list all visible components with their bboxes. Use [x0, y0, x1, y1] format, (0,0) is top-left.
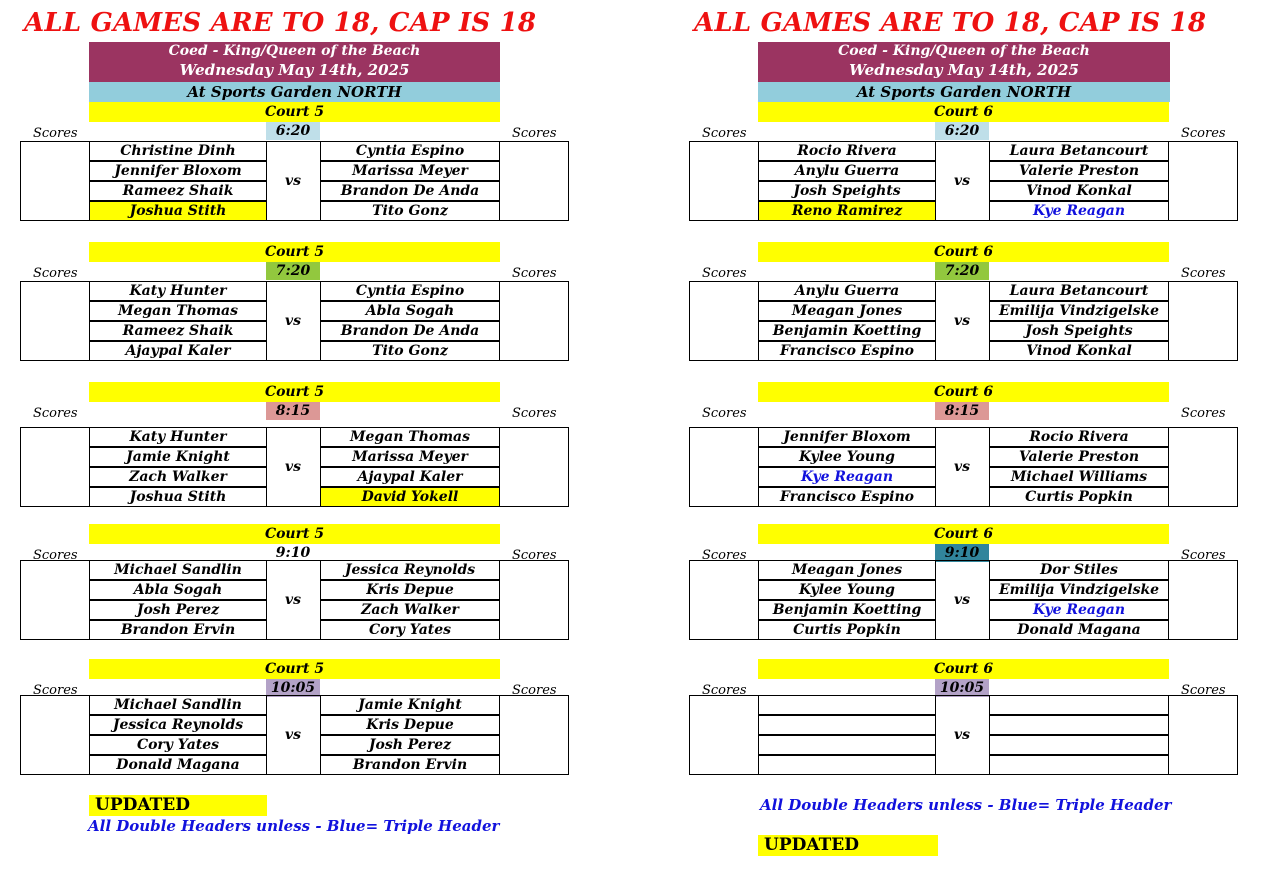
player-right: Laura Betancourt	[989, 281, 1169, 301]
scores-label-left: Scores	[33, 126, 78, 141]
player-right: Donald Magana	[989, 620, 1169, 640]
scores-label-right: Scores	[1181, 548, 1226, 563]
court-label: Court 5	[89, 524, 500, 544]
court-label: Court 6	[758, 659, 1169, 679]
player-left: Jennifer Bloxom	[89, 161, 267, 181]
court-label: Court 5	[89, 659, 500, 679]
player-right: Brandon De Anda	[320, 181, 500, 201]
score-box-right[interactable]	[499, 560, 569, 640]
vs-label: vs	[953, 727, 971, 743]
game-time: 6:20	[935, 122, 989, 140]
player-left: Josh Speights	[758, 181, 936, 201]
player-right: Cyntia Espino	[320, 281, 500, 301]
player-right: Valerie Preston	[989, 447, 1169, 467]
court-label: Court 6	[758, 242, 1169, 262]
player-right: Emilija Vindzigelske	[989, 301, 1169, 321]
score-box-right[interactable]	[1168, 281, 1238, 361]
vs-label: vs	[953, 459, 971, 475]
scores-label-right: Scores	[512, 548, 557, 563]
scores-label-left: Scores	[702, 266, 747, 281]
location-left: At Sports Garden NORTH	[89, 82, 500, 102]
scores-label-left: Scores	[702, 548, 747, 563]
player-right: Jessica Reynolds	[320, 560, 500, 580]
player-right: Kye Reagan	[989, 201, 1169, 221]
player-right: Vinod Konkal	[989, 341, 1169, 361]
scores-label-left: Scores	[33, 266, 78, 281]
player-left: Joshua Stith	[89, 201, 267, 221]
scores-label-right: Scores	[512, 266, 557, 281]
player-left: Francisco Espino	[758, 341, 936, 361]
game-time: 6:20	[266, 122, 320, 140]
score-box-left[interactable]	[689, 281, 759, 361]
player-left: Kylee Young	[758, 580, 936, 600]
player-left: Anylu Guerra	[758, 161, 936, 181]
player-right: Josh Speights	[989, 321, 1169, 341]
player-right: Kris Depue	[320, 715, 500, 735]
player-left: Megan Thomas	[89, 301, 267, 321]
score-box-right[interactable]	[499, 427, 569, 507]
score-box-left[interactable]	[20, 427, 90, 507]
scores-label-left: Scores	[702, 683, 747, 698]
player-right: Brandon Ervin	[320, 755, 500, 775]
player-right: Tito Gonz	[320, 201, 500, 221]
updated-badge-left: UPDATED	[89, 795, 267, 816]
player-right: Abla Sogah	[320, 301, 500, 321]
vs-label: vs	[284, 173, 302, 189]
triple-header-note-left: All Double Headers unless - Blue= Triple Header	[88, 817, 500, 835]
vs-label: vs	[284, 459, 302, 475]
player-left: Anylu Guerra	[758, 281, 936, 301]
league-name: Coed - King/Queen of the Beach	[168, 43, 421, 59]
player-left: Kylee Young	[758, 447, 936, 467]
player-left: Rameez Shaik	[89, 321, 267, 341]
league-date: Wednesday May 14th, 2025	[849, 61, 1079, 79]
vs-label: vs	[284, 727, 302, 743]
player-left: Christine Dinh	[89, 141, 267, 161]
player-right: Michael Williams	[989, 467, 1169, 487]
player-right: Ajaypal Kaler	[320, 467, 500, 487]
player-left	[758, 715, 936, 735]
player-right: Laura Betancourt	[989, 141, 1169, 161]
player-right: Kye Reagan	[989, 600, 1169, 620]
score-box-left[interactable]	[689, 427, 759, 507]
league-header-left	[89, 42, 500, 82]
player-left: Katy Hunter	[89, 281, 267, 301]
player-right: Marissa Meyer	[320, 161, 500, 181]
player-left: Rameez Shaik	[89, 181, 267, 201]
score-box-left[interactable]	[689, 560, 759, 640]
player-right: Brandon De Anda	[320, 321, 500, 341]
vs-label: vs	[953, 592, 971, 608]
player-left: Reno Ramirez	[758, 201, 936, 221]
player-left: Ajaypal Kaler	[89, 341, 267, 361]
player-left: Michael Sandlin	[89, 560, 267, 580]
player-left: Kye Reagan	[758, 467, 936, 487]
player-right: David Yokell	[320, 487, 500, 507]
score-box-left[interactable]	[689, 141, 759, 221]
score-box-right[interactable]	[1168, 141, 1238, 221]
scores-label-right: Scores	[1181, 126, 1226, 141]
vs-label: vs	[284, 592, 302, 608]
scores-label-left: Scores	[33, 683, 78, 698]
player-left: Josh Perez	[89, 600, 267, 620]
league-header-right	[758, 42, 1170, 82]
player-left: Meagan Jones	[758, 301, 936, 321]
score-box-left[interactable]	[20, 695, 90, 775]
player-right: Dor Stiles	[989, 560, 1169, 580]
player-left: Curtis Popkin	[758, 620, 936, 640]
location-right: At Sports Garden NORTH	[758, 82, 1170, 102]
player-right	[989, 695, 1169, 715]
scores-label-right: Scores	[1181, 406, 1226, 421]
player-right: Emilija Vindzigelske	[989, 580, 1169, 600]
player-left: Brandon Ervin	[89, 620, 267, 640]
player-left	[758, 755, 936, 775]
game-time: 10:05	[266, 679, 320, 697]
game-time: 9:10	[275, 545, 311, 561]
scores-label-right: Scores	[1181, 266, 1226, 281]
scores-label-right: Scores	[1181, 683, 1226, 698]
score-box-right[interactable]	[499, 141, 569, 221]
scores-label-left: Scores	[33, 548, 78, 563]
player-right: Zach Walker	[320, 600, 500, 620]
scores-label-right: Scores	[512, 406, 557, 421]
court-label: Court 5	[89, 382, 500, 402]
player-left: Benjamin Koetting	[758, 600, 936, 620]
vs-label: vs	[953, 173, 971, 189]
player-left: Joshua Stith	[89, 487, 267, 507]
court-label: Court 5	[89, 242, 500, 262]
player-left: Michael Sandlin	[89, 695, 267, 715]
player-right	[989, 735, 1169, 755]
court-label: Court 6	[758, 382, 1169, 402]
score-box-left[interactable]	[20, 560, 90, 640]
league-name: Coed - King/Queen of the Beach	[838, 43, 1090, 59]
player-right: Kris Depue	[320, 580, 500, 600]
player-left: Rocio Rivera	[758, 141, 936, 161]
player-right: Valerie Preston	[989, 161, 1169, 181]
scores-label-right: Scores	[512, 126, 557, 141]
score-box-right[interactable]	[499, 281, 569, 361]
league-date: Wednesday May 14th, 2025	[179, 61, 410, 79]
player-left: Cory Yates	[89, 735, 267, 755]
scores-label-left: Scores	[702, 126, 747, 141]
score-box-left[interactable]	[689, 695, 759, 775]
player-left: Abla Sogah	[89, 580, 267, 600]
player-right: Cory Yates	[320, 620, 500, 640]
player-left: Zach Walker	[89, 467, 267, 487]
player-right: Curtis Popkin	[989, 487, 1169, 507]
score-box-right[interactable]	[1168, 695, 1238, 775]
player-left: Benjamin Koetting	[758, 321, 936, 341]
banner-title-right: ALL GAMES ARE TO 18, CAP IS 18	[694, 8, 1207, 38]
player-right: Vinod Konkal	[989, 181, 1169, 201]
game-time: 7:20	[266, 262, 320, 280]
vs-label: vs	[284, 313, 302, 329]
triple-header-note-right: All Double Headers unless - Blue= Triple Header	[760, 796, 1172, 814]
player-right	[989, 715, 1169, 735]
player-right: Rocio Rivera	[989, 427, 1169, 447]
score-box-left[interactable]	[20, 281, 90, 361]
updated-badge-right: UPDATED	[758, 835, 938, 856]
player-left: Francisco Espino	[758, 487, 936, 507]
player-right: Megan Thomas	[320, 427, 500, 447]
banner-title-left: ALL GAMES ARE TO 18, CAP IS 18	[24, 8, 537, 38]
player-left: Donald Magana	[89, 755, 267, 775]
score-box-right[interactable]	[1168, 560, 1238, 640]
player-right: Josh Perez	[320, 735, 500, 755]
court-label: Court 5	[89, 102, 500, 122]
player-left: Meagan Jones	[758, 560, 936, 580]
scores-label-right: Scores	[512, 683, 557, 698]
player-left	[758, 695, 936, 715]
scores-label-left: Scores	[702, 406, 747, 421]
game-time: 7:20	[935, 262, 989, 280]
player-left: Katy Hunter	[89, 427, 267, 447]
scores-label-left: Scores	[33, 406, 78, 421]
score-box-right[interactable]	[1168, 427, 1238, 507]
player-right: Jamie Knight	[320, 695, 500, 715]
player-right: Tito Gonz	[320, 341, 500, 361]
game-time: 8:15	[266, 402, 320, 420]
player-left	[758, 735, 936, 755]
game-time: 8:15	[935, 402, 989, 420]
court-label: Court 6	[758, 102, 1169, 122]
score-box-left[interactable]	[20, 141, 90, 221]
player-left: Jamie Knight	[89, 447, 267, 467]
player-right	[989, 755, 1169, 775]
player-left: Jessica Reynolds	[89, 715, 267, 735]
player-right: Marissa Meyer	[320, 447, 500, 467]
game-time: 10:05	[935, 679, 989, 697]
player-right: Cyntia Espino	[320, 141, 500, 161]
court-label: Court 6	[758, 524, 1169, 544]
vs-label: vs	[953, 313, 971, 329]
player-left: Jennifer Bloxom	[758, 427, 936, 447]
game-time: 9:10	[935, 544, 989, 562]
score-box-right[interactable]	[499, 695, 569, 775]
